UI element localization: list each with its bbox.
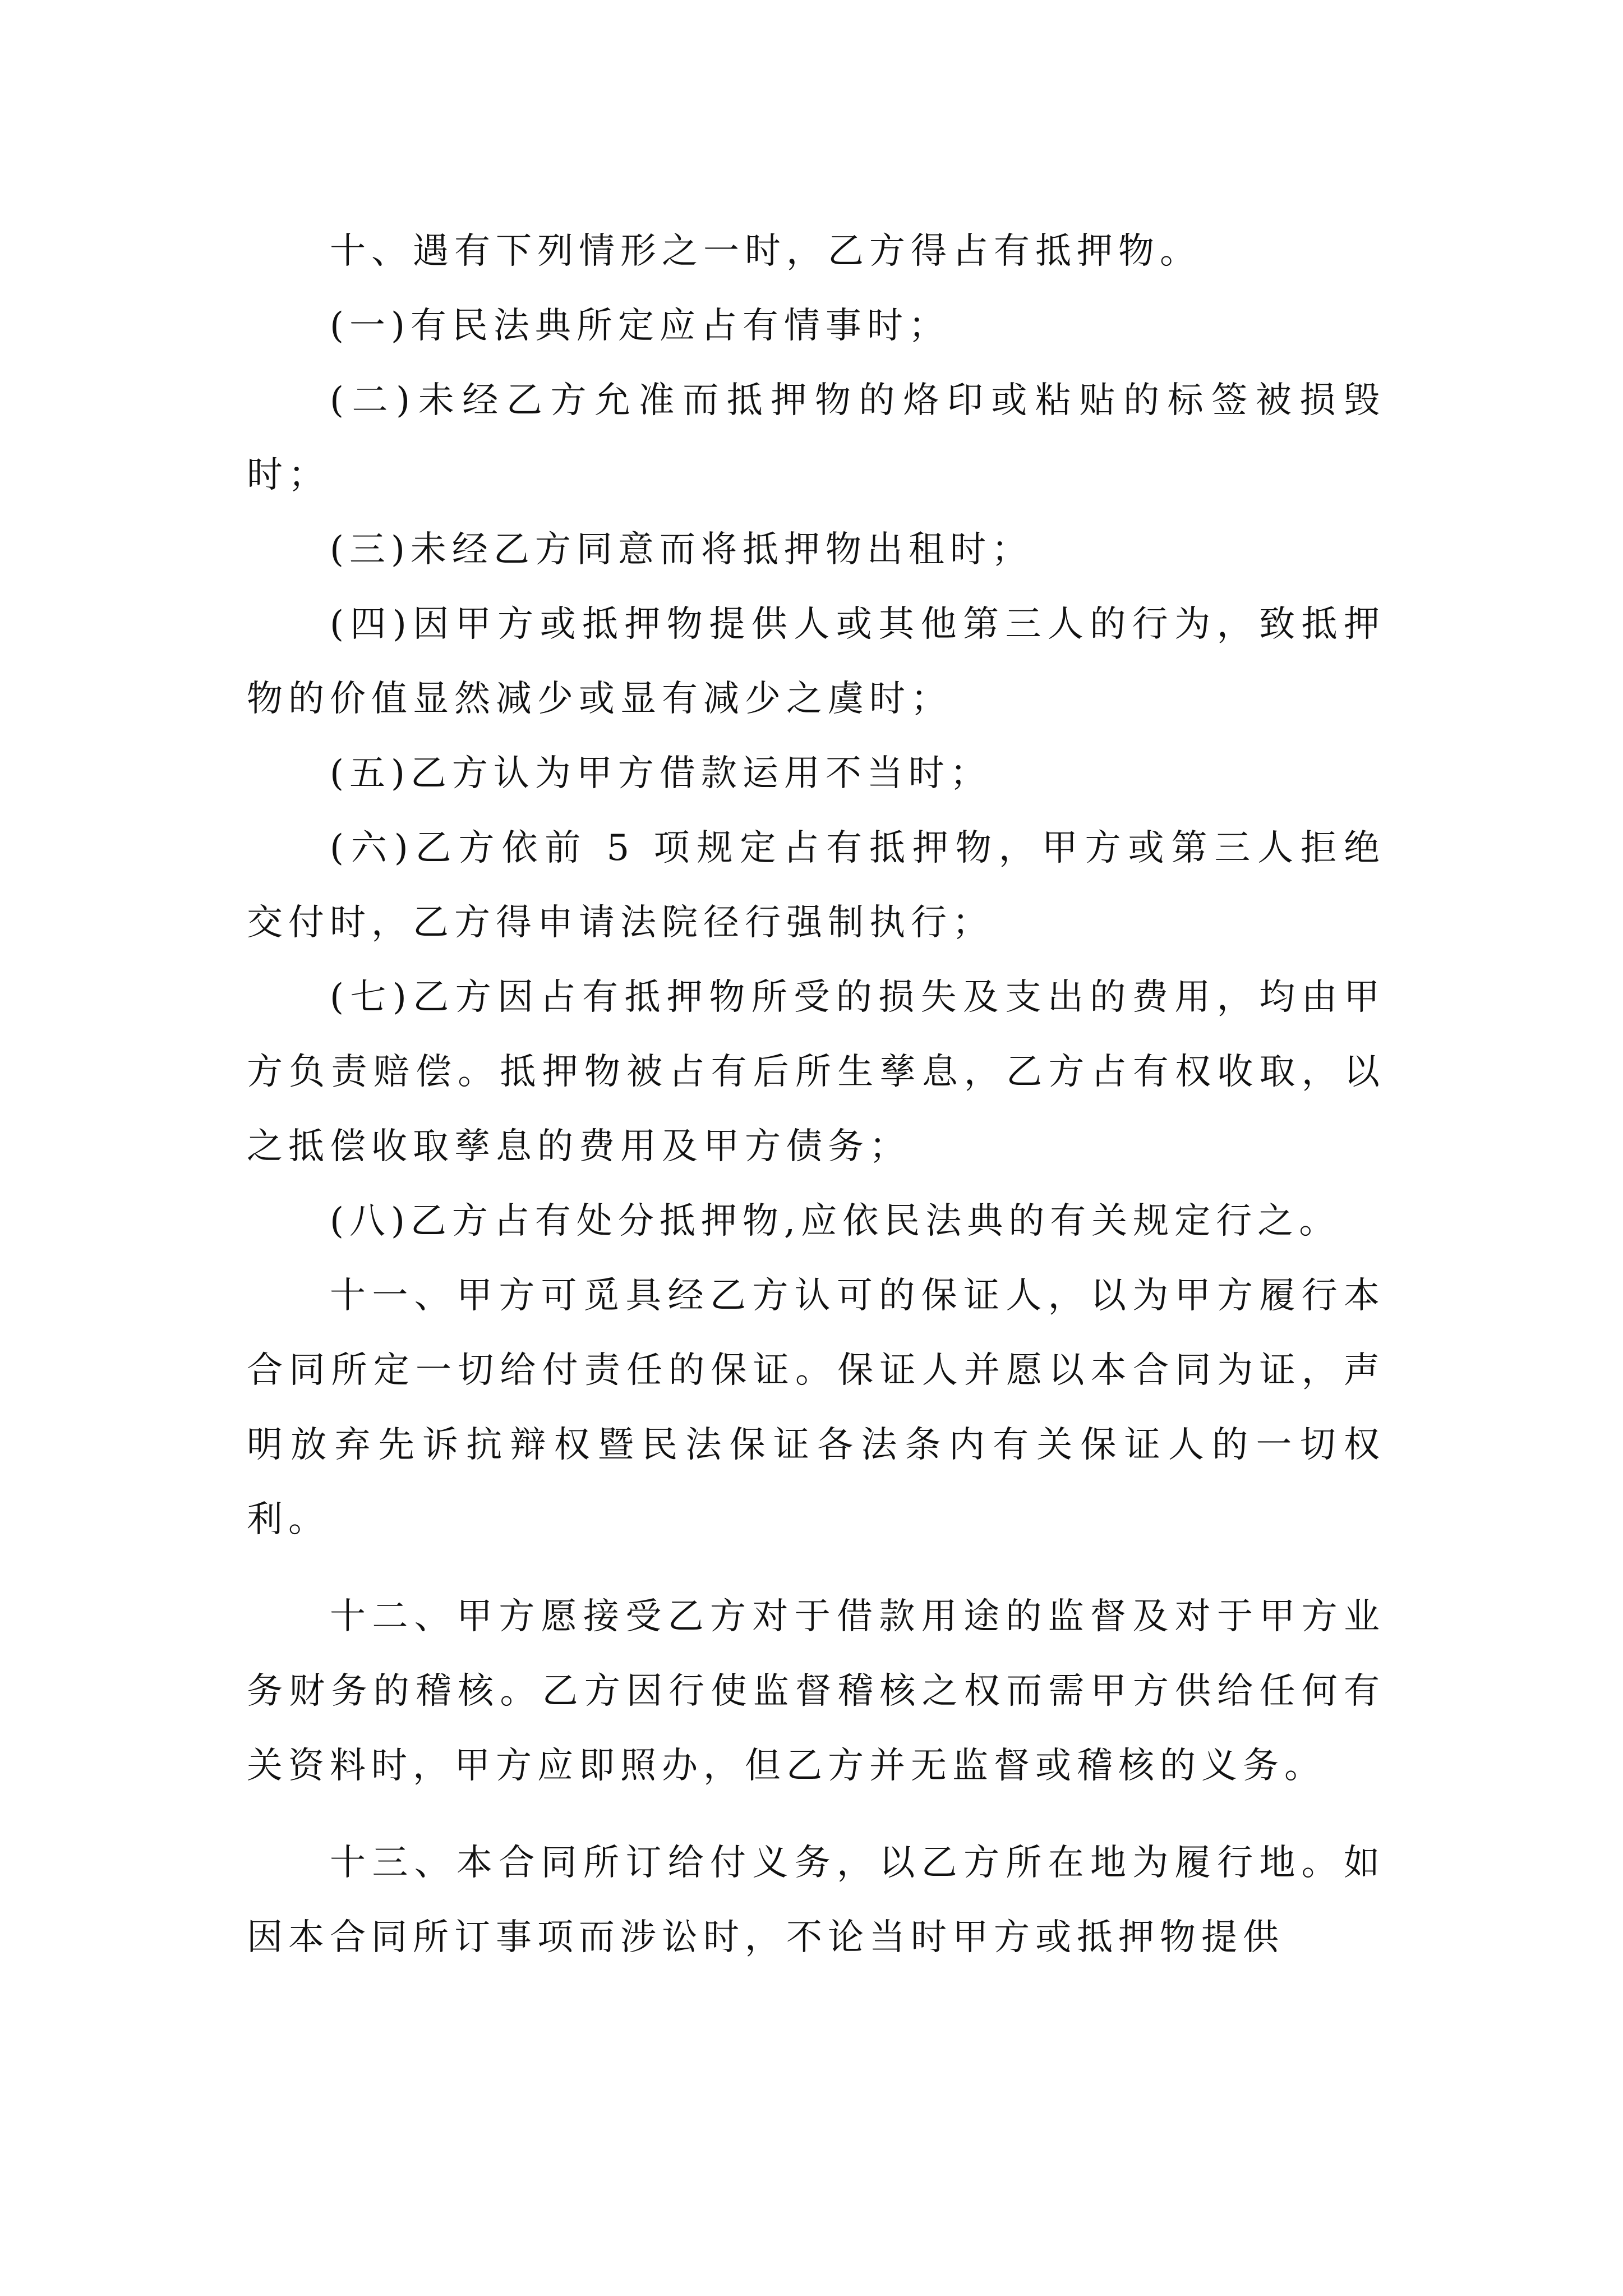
clause-10-item-6: (六)乙方依前 5 项规定占有抵押物，甲方或第三人拒绝交付时，乙方得申请法院径行强制执行； xyxy=(247,827,1385,944)
clause-10-item-1: (一)有民法典所定应占有情事时； xyxy=(330,305,950,347)
clause-10-item-8: (八)乙方占有处分抵押物,应依民法典的有关规定行之。 xyxy=(330,1200,1341,1242)
clause-10-heading: 十、遇有下列情形之一时，乙方得占有抵押物。 xyxy=(330,231,1201,272)
clause-10-item-3: (三)未经乙方同意而将抵押物出租时； xyxy=(330,529,1033,570)
clause-12: 十二、甲方愿接受乙方对于借款用途的监督及对于甲方业务财务的稽核。乙方因行使监督稽核之权而需甲方供给任何有关资料时，甲方应即照办，但乙方并无监督或稽核的义务。 xyxy=(247,1596,1385,1787)
clause-10-item-5: (五)乙方认为甲方借款运用不当时； xyxy=(330,753,992,794)
clause-11: 十一、甲方可觅具经乙方认可的保证人，以为甲方履行本合同所定一切给付责任的保证。保证人并愿以本合同为证，声明放弃先诉抗辩权暨民法保证各法条内有关保证人的一切权利。 xyxy=(247,1275,1385,1540)
document-page xyxy=(247,214,1385,1975)
clause-13: 十三、本合同所订给付义务，以乙方所在地为履行地。如因本合同所订事项而涉讼时，不论当时甲方或抵押物提供 xyxy=(247,1842,1385,1958)
clause-10-item-2: (二)未经乙方允准而抵押物的烙印或粘贴的标签被损毁时； xyxy=(247,380,1385,496)
clause-10-item-7: (七)乙方因占有抵押物所受的损失及支出的费用，均由甲方负责赔偿。抵押物被占有后所生孳息，乙方占有权收取，以之抵偿收取孳息的费用及甲方债务； xyxy=(247,977,1385,1167)
clause-10-item-4: (四)因甲方或抵押物提供人或其他第三人的行为，致抵押物的价值显然减少或显有减少之虞时； xyxy=(247,604,1385,720)
